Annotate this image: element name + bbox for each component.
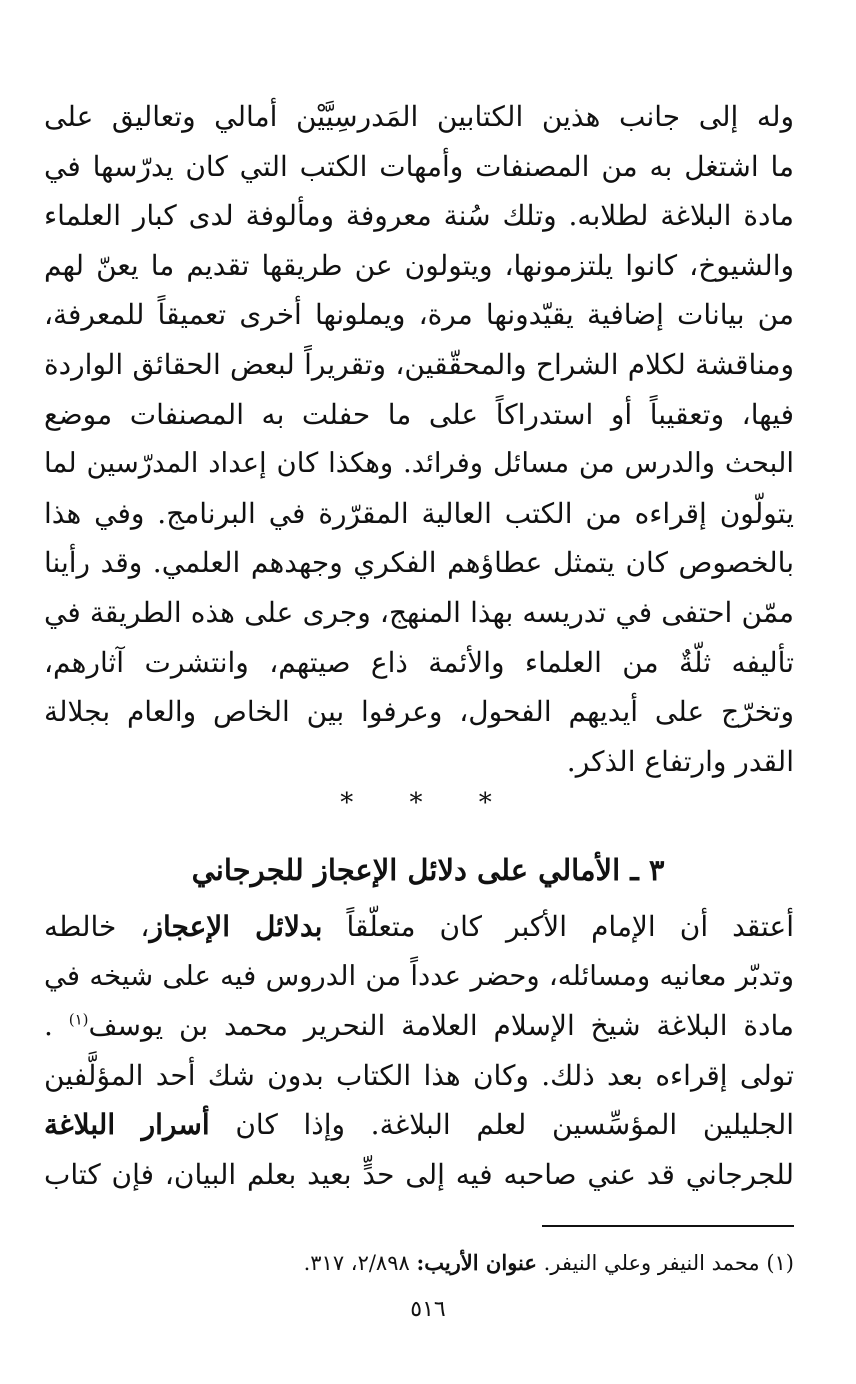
text-line: وله إلى جانب هذين الكتابين المَدرسِيَّيْن أمالي وتعاليق على: [44, 100, 794, 133]
text-line: فيها، وتعقيباً أو استدراكاً على ما حفلت به المصنفات موضع: [44, 397, 794, 431]
text-line: والشيوخ، كانوا يلتزمونها، ويتولون عن طريقها تقديم ما يعنّ لهم: [44, 248, 794, 282]
book-title-dalail: بدلائل الإعجاز: [149, 910, 323, 943]
text-run: أعتقد أن الإمام الأكبر كان متعلّقاً: [346, 910, 794, 943]
text-line: القدر وارتفاع الذكر.: [566, 744, 794, 778]
text-line: ممّن احتفى في تدريسه بهذا المنهج، وجرى على هذه الطريقة في: [44, 595, 794, 629]
text-line: [44, 1100, 794, 1150]
footnote-rule: [542, 1225, 794, 1227]
footnote-pages: ٢/٨٩٨، ٣١٧.: [303, 1251, 410, 1275]
text-line: تأليفه ثلّةٌ من العلماء والأئمة ذاع صيتهم، وانتشرت آثارهم،: [44, 645, 794, 679]
text-line: ما اشتغل به من المصنفات وأمهات الكتب التي كان يدرّسها في: [44, 149, 794, 183]
text-line: تولى إقراءه بعد ذلك. وكان هذا الكتاب بدون شك أحد المؤلَّفين: [44, 1058, 794, 1092]
text-line: يتولّون إقراءه من الكتب العالية المقرّرة في البرنامج. وفي هذا: [44, 496, 794, 530]
text-run: الجليلين المؤسِّسين لعلم البلاغة. وإذا كان: [235, 1108, 794, 1142]
footnote-ref: (١): [68, 1010, 89, 1029]
text-run: ، خالطه: [44, 910, 150, 943]
text-line: بالخصوص كان يتمثل عطاؤهم الفكري وجهدهم العلمي. وقد رأينا: [44, 546, 794, 580]
text-run: .: [44, 1009, 53, 1043]
text-line: مادة البلاغة لطلابه. وتلك سُنة معروفة ومألوفة لدى كبار العلماء: [44, 199, 794, 233]
text-line: [44, 1001, 794, 1051]
text-line: من بيانات إضافية يقيّدونها مرة، ويملونها أخرى تعميقاً للمعرفة،: [44, 298, 794, 332]
footnote-text: محمد النيفر وعلي النيفر.: [543, 1251, 760, 1275]
text-line: وتخرّج على أيديهم الفحول، وعرفوا بين الخاص والعام بجلالة: [44, 695, 794, 729]
text-run: مادة البلاغة شيخ الإسلام العلامة النحرير محمد بن يوسف: [88, 1009, 794, 1043]
footnote: [44, 1243, 794, 1283]
book-title-asrar: أسرار البلاغة: [44, 1108, 210, 1142]
footnote-source: عنوان الأريب:: [416, 1250, 537, 1275]
section-separator: * * *: [340, 788, 516, 818]
footnote-number: (١): [766, 1251, 794, 1275]
text-line: للجرجاني قد عني صاحبه فيه إلى حدٍّ بعيد بعلم البيان، فإن كتاب: [44, 1157, 794, 1191]
page-number: ٥١٦: [410, 1297, 446, 1322]
text-line: ومناقشة لكلام الشراح والمحقّقين، وتقريراً لبعض الحقائق الواردة: [44, 347, 794, 381]
text-line: البحث والدرس من مسائل وفرائد. وهكذا كان إعداد المدرّسين لما: [44, 447, 794, 480]
text-line: وتدبّر معانيه ومسائله، وحضر عدداً من الدروس فيه على شيخه في: [44, 959, 794, 992]
section-heading: ٣ ـ الأمالي على دلائل الإعجاز للجرجاني: [191, 853, 665, 887]
paragraph-2: [44, 902, 794, 1200]
text-line: [44, 902, 794, 952]
paragraph-1: [44, 92, 794, 786]
